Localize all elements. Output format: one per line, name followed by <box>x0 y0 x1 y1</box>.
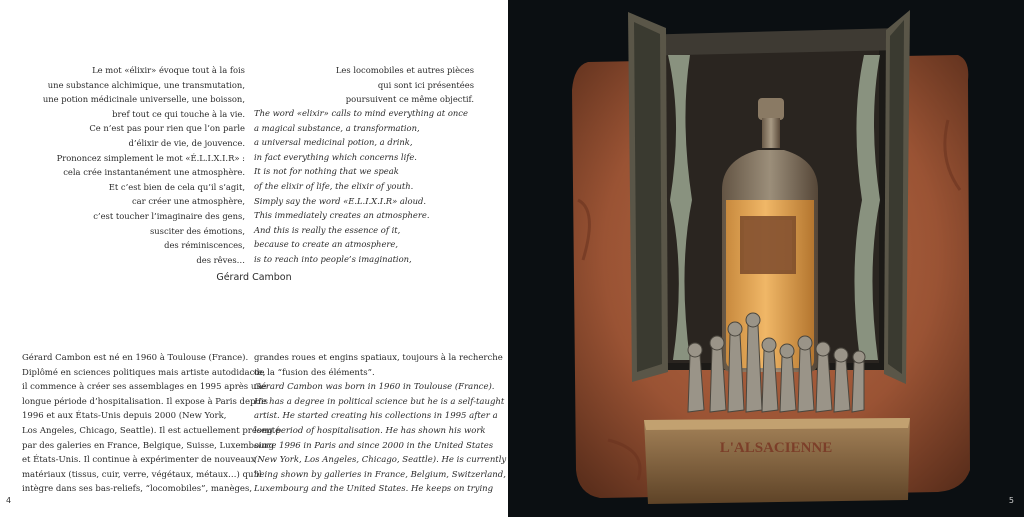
text-line: a magical substance, a transformation, <box>254 122 420 133</box>
text-line: des rêves… <box>196 254 245 265</box>
text-line: of the elixir of life, the elixir of youth. <box>254 180 414 191</box>
text-line: Los Angeles, Chicago, Seattle). Il est actuellement présenté <box>22 425 281 436</box>
text-line: Et c’est bien de cela qu’il s’agit, <box>108 181 245 192</box>
left-page <box>0 0 508 517</box>
text-line: long period of hospitalisation. He has shown his work <box>254 425 486 436</box>
biography-french-continuation <box>254 351 503 380</box>
text-line: longue période d’hospitalisation. Il expose à Paris depuis <box>22 396 268 407</box>
text-line: intègre dans ses bas-reliefs, “locomobiles”, manèges, <box>22 484 253 495</box>
biography-english <box>254 380 507 497</box>
text-line: 1996 et aux États-Unis depuis 2000 (New York, <box>22 411 227 422</box>
text-line: The word «elixir» calls to mind everything at once <box>254 108 468 118</box>
right-page-artwork <box>508 0 1024 517</box>
text-line: Prononcez simplement le mot «É.L.I.X.I.R» : <box>56 152 245 163</box>
biography-right-column <box>254 351 507 497</box>
tin-label: L'ALSACIENNE <box>719 440 833 456</box>
text-line: Simply say the word «E.L.I.X.I.R» aloud. <box>254 195 427 206</box>
text-line: since 1996 in Paris and since 2000 in the United States <box>254 440 494 451</box>
poem-french-column <box>40 63 245 267</box>
text-line: d’élixir de vie, de jouvence. <box>128 137 245 148</box>
text-line: une potion médicinale universelle, une boisson, <box>42 94 245 105</box>
poem-english-column <box>254 106 484 267</box>
text-line: cela crée instantanément une atmosphère. <box>63 167 245 178</box>
text-line: because to create an atmosphere, <box>254 239 399 250</box>
text-line: Les locomobiles et autres pièces <box>335 65 474 75</box>
text-line: il commence à créer ses assemblages en 1995 après une <box>22 382 267 393</box>
text-line: de la “fusion des éléments”. <box>254 367 375 378</box>
text-line: une substance alchimique, une transmutation, <box>47 79 245 90</box>
poem-french-continuation <box>254 63 474 107</box>
text-line: qui sont ici présentées <box>377 79 474 90</box>
text-line: bref tout ce qui touche à la vie. <box>112 108 245 119</box>
text-line: a universal medicinal potion, a drink, <box>254 137 413 148</box>
text-line: Ce n’est pas pour rien que l’on parle <box>89 123 245 134</box>
text-line: des réminiscences, <box>164 240 245 251</box>
text-line: Gérard Cambon est né en 1960 à Toulouse (France). <box>22 353 249 363</box>
text-line: Gérard Cambon was born in 1960 in Toulouse (France). <box>254 382 495 393</box>
text-line: in fact everything which concerns life. <box>254 151 417 162</box>
text-line: et États-Unis. Il continue à expérimenter de nouveaux <box>22 455 256 466</box>
page-number-right: 5 <box>1008 496 1014 505</box>
text-line: This immediately creates an atmosphere. <box>254 210 430 221</box>
text-line: grandes roues et engins spatiaux, toujours à la recherche <box>254 353 503 363</box>
text-line: Diplômé en sciences politiques mais artiste autodidacte, <box>22 367 266 378</box>
text-line: And this is really the essence of it, <box>254 224 401 235</box>
text-line: c’est toucher l’imaginaire des gens, <box>93 210 245 221</box>
text-line: poursuivent ce même objectif. <box>345 94 474 105</box>
text-line: being shown by galleries in France, Belgium, Switzerland, <box>254 469 506 480</box>
text-line: It is not for nothing that we speak <box>254 166 399 177</box>
text-line: Le mot «élixir» évoque tout à la fois <box>92 65 245 75</box>
text-line: susciter des émotions, <box>149 225 245 236</box>
text-line: is to reach into people’s imagination, <box>254 253 412 264</box>
text-line: (New York, Los Angeles, Chicago, Seattle). He is currently <box>254 455 507 466</box>
bottle-stopper <box>758 98 784 120</box>
author-signature: Gérard Cambon <box>216 272 292 283</box>
page-number-left: 4 <box>6 496 12 505</box>
text-line: par des galeries en France, Belgique, Suisse, Luxembourg <box>22 440 275 451</box>
biography-french <box>22 351 281 497</box>
text-line: He has a degree in political science but he is a self-taught <box>254 396 505 407</box>
text-line: artist. He started creating his collections in 1995 after a <box>254 411 498 422</box>
artwork-photo <box>508 0 1024 517</box>
text-line: matériaux (tissus, cuir, verre, végétaux, métaux…) qu’il <box>22 469 262 480</box>
text-line: Luxembourg and the United States. He keeps on trying <box>254 484 494 495</box>
tin-box <box>644 418 910 504</box>
text-line: car créer une atmosphère, <box>131 196 245 207</box>
